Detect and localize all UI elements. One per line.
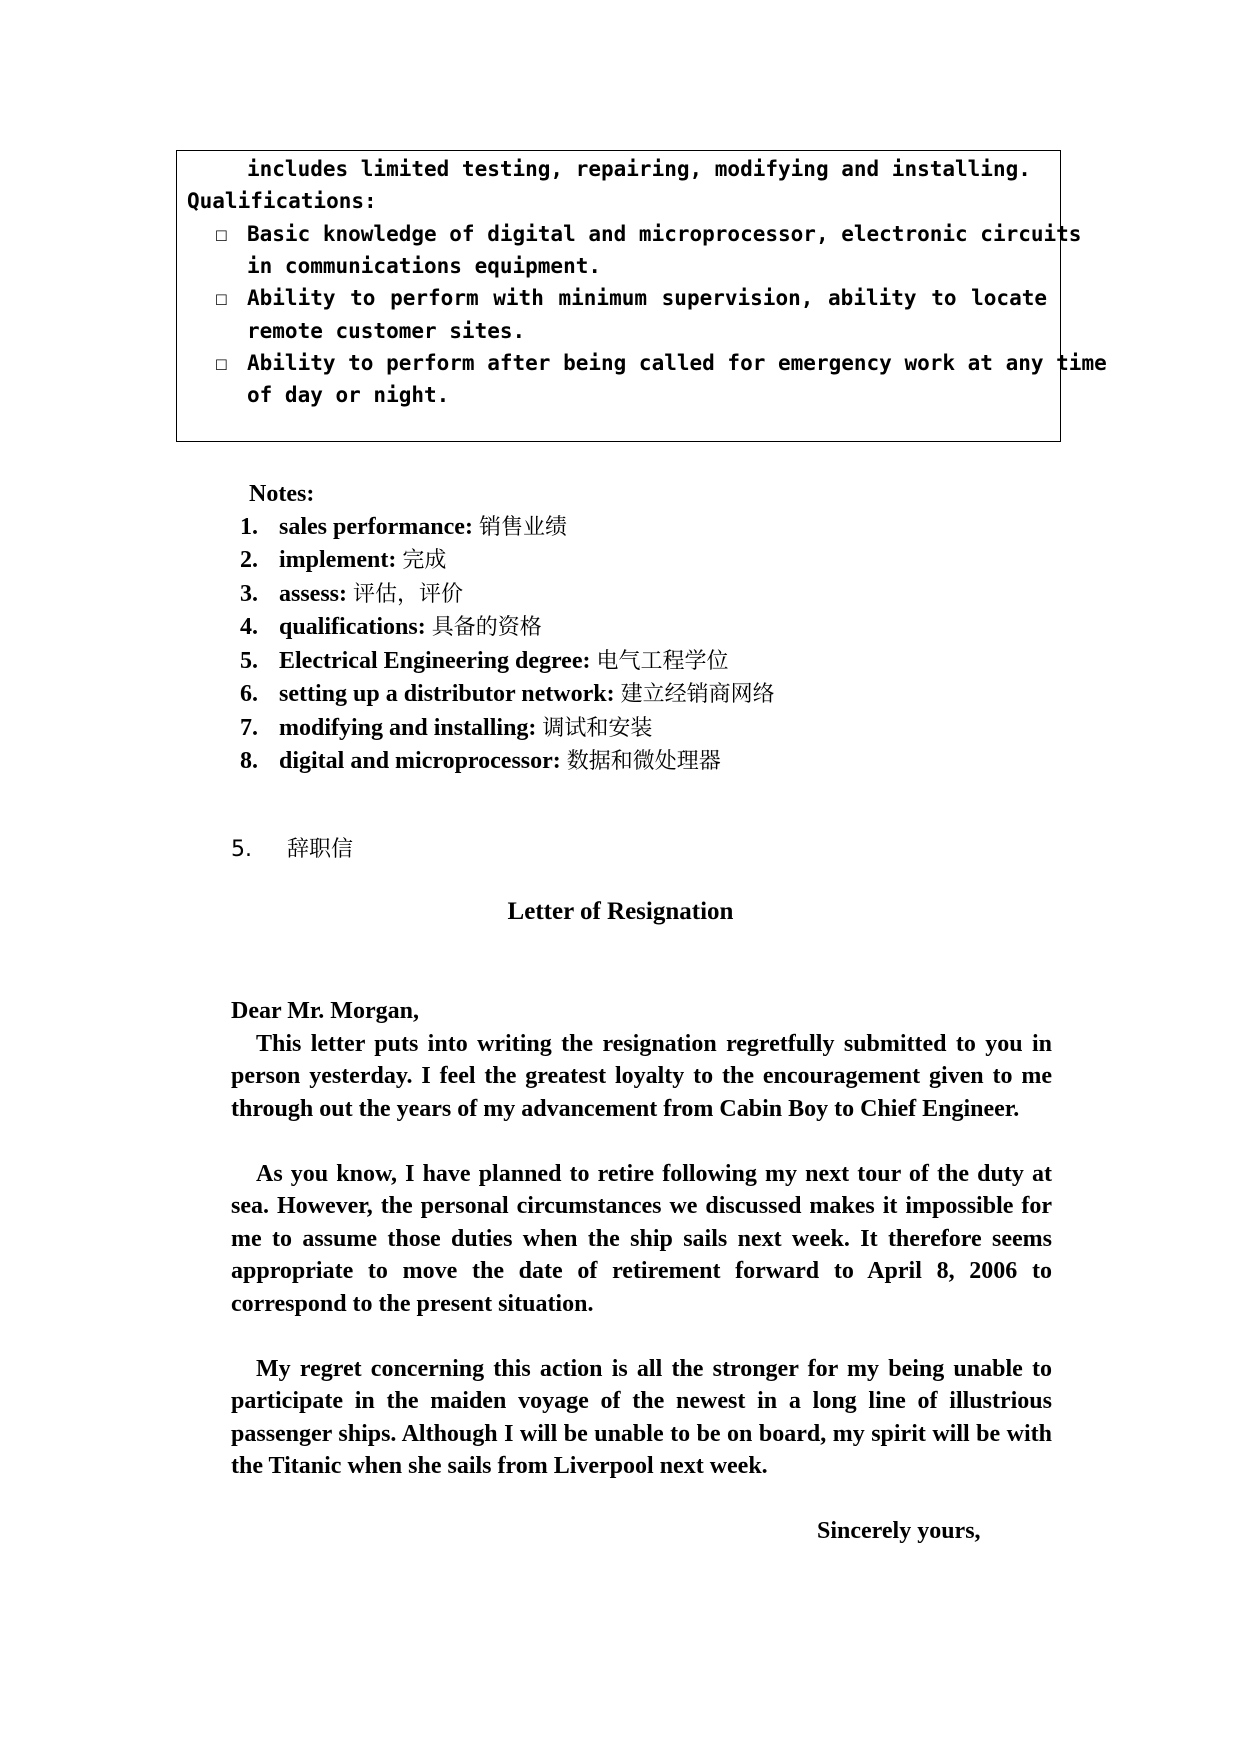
note-item: 5. Electrical Engineering degree: 电气工程学位 — [240, 647, 729, 674]
note-item: 3. assess: 评估，评价 — [240, 580, 464, 607]
note-item: 8. digital and microprocessor: 数据和微处理器 — [240, 748, 721, 774]
checkbox-icon: ☐ — [215, 351, 228, 375]
section-number: 5. — [231, 837, 252, 862]
checkbox-icon: ☐ — [215, 222, 228, 246]
note-item: 2. implement: 完成 — [240, 547, 447, 573]
resignation-letter — [231, 995, 1052, 1548]
letter-paragraph-3: My regret concerning this action is all the stronger for my being unable to participate in the maiden voyage of the newest in a long line of illustrious passenger ships. Although I will be unable to be on board, my spirit will be with the Titanic when she sails from Liverpool next week. — [231, 1355, 1052, 1479]
letter-title: Letter of Resignation — [507, 898, 734, 925]
note-item: 7. modifying and installing: 调试和安装 — [240, 714, 653, 741]
note-item: 1. sales performance: 销售业绩 — [240, 513, 567, 540]
qualification-item-2-line-2: remote customer sites. — [247, 319, 526, 343]
vocabulary-notes — [240, 478, 775, 779]
qualifications-heading: Qualifications: — [187, 189, 377, 213]
letter-salutation: Dear Mr. Morgan, — [231, 998, 419, 1024]
checkbox-icon: ☐ — [215, 286, 228, 310]
qualification-item-3-line-2: of day or night. — [247, 383, 450, 407]
letter-closing: Sincerely yours, — [817, 1518, 981, 1544]
note-item: 4. qualifications: 具备的资格 — [240, 614, 542, 640]
notes-title: Notes: — [249, 481, 315, 507]
qualification-item-1-line-1: Basic knowledge of digital and microprocessor, electronic circuits — [247, 222, 1082, 246]
qualification-item-2-line-1: Ability to perform with minimum supervision, ability to locate — [247, 286, 1047, 310]
job-description-box — [176, 150, 1107, 442]
qualification-item-3-line-1: Ability to perform after being called for emergency work at any time — [247, 351, 1107, 375]
notes-list — [240, 511, 775, 779]
letter-paragraph-2: As you know, I have planned to retire following my next tour of the duty at sea. However, the personal circumstances we discussed makes it impossible for me to assume those duties when the ship sails next week. It therefore seems appropriate to move the date of retirement forward to April 8, 2006 to correspond to the present situation. — [231, 1160, 1052, 1317]
note-item: 6. setting up a distributor network: 建立经销商网络 — [240, 681, 775, 707]
job-duties-continuation: includes limited testing, repairing, modifying and installing. — [247, 157, 1031, 181]
section-heading — [231, 832, 353, 863]
qualification-item-1-line-2: in communications equipment. — [247, 254, 602, 278]
section-title: 辞职信 — [287, 837, 354, 862]
letter-paragraph-1: This letter puts into writing the resignation regretfully submitted to you in person yesterday. I feel the greatest loyalty to the encouragement given to me through out the years of my advancement from Cabin Boy to Chief Engineer. — [231, 1030, 1052, 1122]
